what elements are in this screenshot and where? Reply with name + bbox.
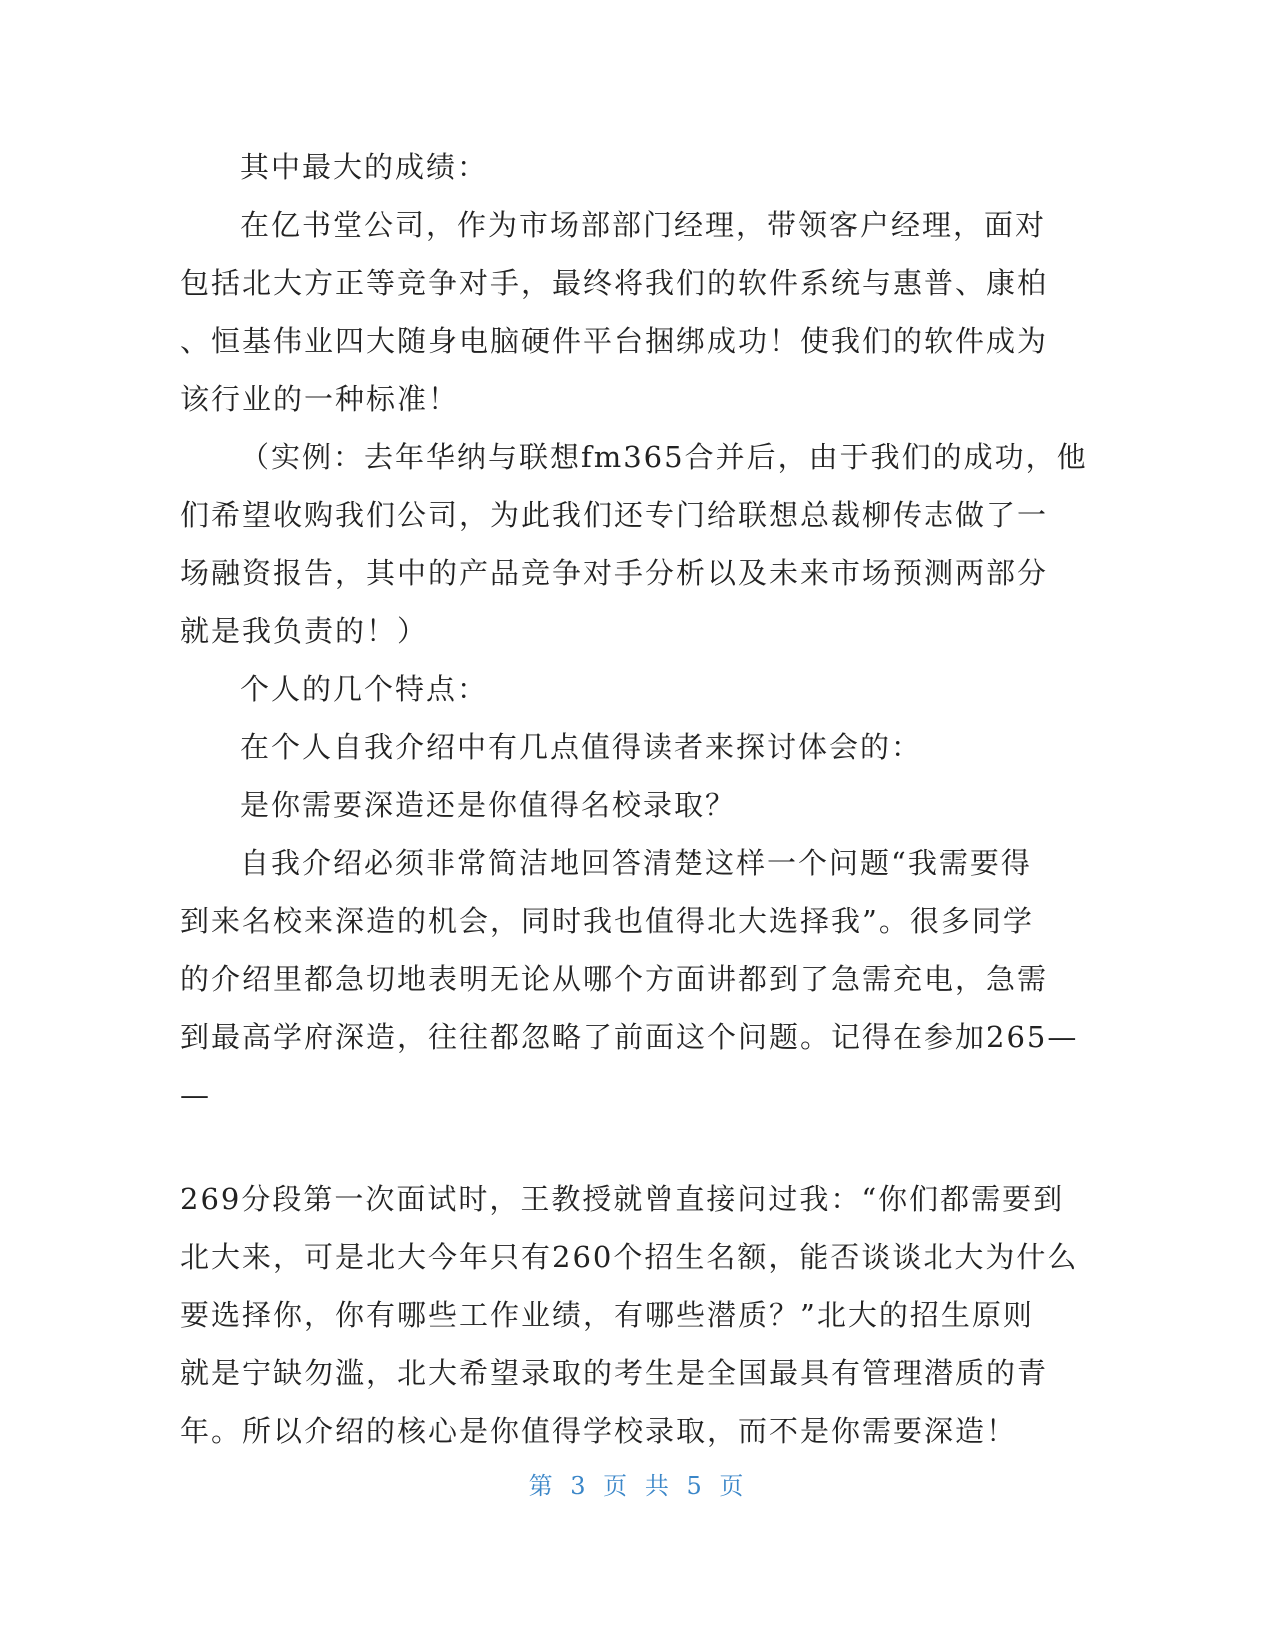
paragraph-line: 就是我负责的！） [180, 614, 429, 648]
section-question: 是你需要深造还是你值得名校录取？ [240, 788, 737, 822]
paragraph-line: 北大来，可是北大今年只有260个招生名额，能否谈谈北大为什么 [180, 1240, 1079, 1274]
paragraph-line: 在个人自我介绍中有几点值得读者来探讨体会的： [240, 730, 923, 764]
paragraph-line: 的介绍里都急切地表明无论从哪个方面讲都到了急需充电，急需 [180, 962, 1049, 996]
line-gap [180, 1124, 1040, 1170]
paragraph-line: （实例：去年华纳与联想fm365合并后，由于我们的成功，他 [240, 440, 1088, 474]
paragraph-line: 该行业的一种标准！ [180, 382, 460, 416]
footer-total-label: 页 [719, 1472, 747, 1500]
total-page-number: 5 [686, 1472, 705, 1500]
paragraph-line: 269分段第一次面试时，王教授就曾直接问过我：“你们都需要到 [180, 1182, 1065, 1216]
page-footer [0, 1466, 1275, 1501]
paragraph-line: 在亿书堂公司，作为市场部部门经理，带领客户经理，面对 [240, 208, 1047, 242]
document-body [180, 138, 1088, 1460]
paragraph-line: 自我介绍必须非常简洁地回答清楚这样一个问题“我需要得 [240, 846, 1032, 880]
paragraph-line: 包括北大方正等竞争对手，最终将我们的软件系统与惠普、康柏 [180, 266, 1049, 300]
section-heading-traits: 个人的几个特点： [240, 672, 489, 706]
paragraph-line: 到来名校来深造的机会，同时我也值得北大选择我”。很多同学 [180, 904, 1034, 938]
paragraph-line: 年。所以介绍的核心是你值得学校录取，而不是你需要深造！ [180, 1414, 1018, 1448]
paragraph-line: 们希望收购我们公司，为此我们还专门给联想总裁柳传志做了一 [180, 498, 1049, 532]
footer-total-prefix: 共 [644, 1472, 672, 1500]
paragraph-line: 要选择你，你有哪些工作业绩，有哪些潜质？”北大的招生原则 [180, 1298, 1034, 1332]
footer-prefix: 第 [528, 1472, 556, 1500]
footer-page-label: 页 [603, 1472, 631, 1500]
current-page-number: 3 [570, 1472, 589, 1500]
paragraph-line: 、恒基伟业四大随身电脑硬件平台捆绑成功！使我们的软件成为 [180, 324, 1049, 358]
paragraph-line: — [180, 1078, 211, 1112]
paragraph-line: 到最高学府深造，往往都忽略了前面这个问题。记得在参加265— [180, 1020, 1079, 1054]
paragraph-line: 场融资报告，其中的产品竞争对手分析以及未来市场预测两部分 [180, 556, 1049, 590]
paragraph-line: 就是宁缺勿滥，北大希望录取的考生是全国最具有管理潜质的青 [180, 1356, 1049, 1390]
section-heading-achievement: 其中最大的成绩： [240, 150, 489, 184]
